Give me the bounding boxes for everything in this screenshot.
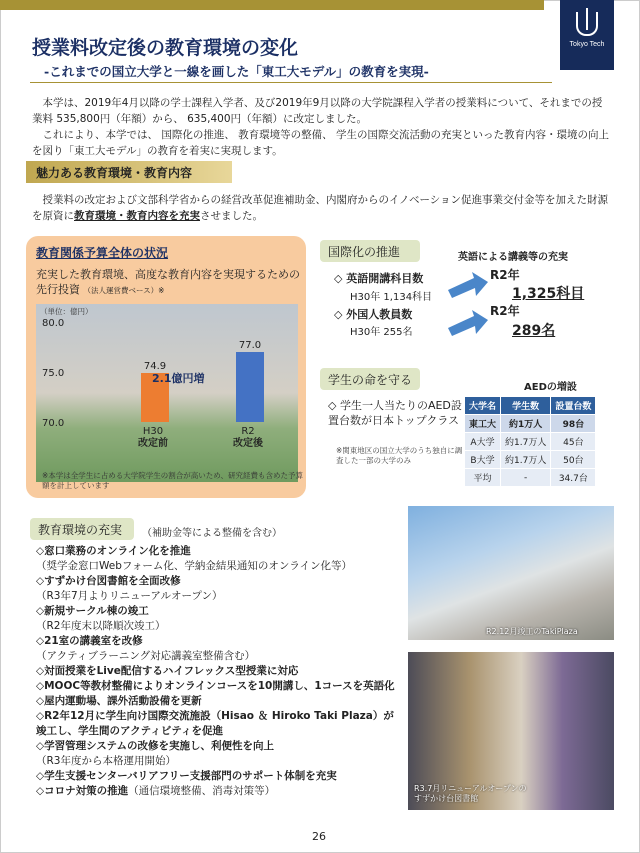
title-divider	[30, 82, 552, 83]
intro-paragraph-1: 本学は、2019年4月以降の学士課程入学者、及び2019年9月以降の大学院課程入学者の授業料について、それまでの授業料 535,800円（年額）から、 635,400円（年額）に改定しました。	[32, 97, 603, 125]
aed-table-row: A大学 約1.7万人 45台	[465, 433, 596, 451]
intl-item1-after-value: 1,325科目	[512, 286, 585, 302]
taki-plaza-caption: R2.12月竣工のTakiPlaza	[486, 627, 578, 636]
budget-bar-chart	[36, 304, 298, 464]
university-logo	[560, 0, 614, 70]
appeal-text	[32, 192, 612, 224]
increase-arrow-icon	[448, 270, 488, 300]
intro-paragraph-2: これにより、本学では、 国際化の推進、 教育環境等の整備、 学生の国際交流活動の充実といった教育内容・環境の向上を図り「東工大モデル」の教育を着実に実現します。	[32, 129, 610, 157]
budget-desc-text: 充実した教育環境、高度な教育内容を実現するための先行投資	[36, 268, 300, 296]
intl-item1-before: H30年 1,134科目	[350, 292, 433, 303]
list-item: ◇すずかけ台図書館を全面改修 （R3年7月よりリニューアルオープン）	[36, 575, 223, 602]
increase-arrow-icon-2	[448, 308, 488, 338]
logo-text: Tokyo Tech	[569, 41, 605, 48]
library-photo	[408, 652, 614, 810]
list-item: ◇学習管理システムの改修を実施し、利便性を向上 （R3年度から本格運用開始）	[36, 740, 275, 767]
budget-desc-small: （法人運営費ベース）※	[83, 286, 165, 295]
list-item: ◇21室の講義室を改修 （アクティブラーニング対応講義室整備含む）	[36, 635, 256, 662]
category-label: H30	[142, 426, 164, 437]
aed-th: 設置台数	[551, 397, 596, 415]
list-item: ◇屋内運動場、課外活動設備を更新	[36, 695, 202, 707]
top-accent-bar	[0, 0, 544, 10]
english-courses-title: 英語による講義等の充実	[458, 252, 568, 263]
library-caption: R3.7月リニューアルオープンのすずかけ台図書館	[414, 784, 527, 803]
intl-item2-after-value: 289名	[512, 323, 556, 339]
intro-paragraphs	[32, 95, 612, 159]
y-tick-label: 80.0	[42, 318, 65, 329]
env-list	[36, 544, 396, 799]
list-item: ◇対面授業をLive配信するハイフレックス型授業に対応	[36, 665, 299, 677]
y-tick-label: 75.0	[42, 368, 65, 379]
chart-annotation: 2.1億円増	[152, 372, 205, 385]
chart-bar	[236, 352, 264, 422]
category-label: 改定後	[233, 438, 263, 449]
list-item: ◇コロナ対策の推進（通信環境整備、消毒対策等）	[36, 785, 276, 797]
budget-panel	[26, 236, 306, 498]
intl-item2-after-year: R2年	[490, 304, 520, 318]
budget-description	[36, 267, 301, 298]
list-item: ◇新規サークル棟の竣工 （R2年度末以降順次竣工）	[36, 605, 166, 632]
intl-item1-label: ◇ 英語開講科目数	[334, 272, 424, 285]
aed-table	[464, 396, 596, 487]
page-number: 26	[312, 830, 326, 843]
aed-table-header	[465, 397, 596, 415]
life-note: ※関東地区の国立大学のうち独自に調査した一部の大学のみ	[336, 446, 463, 465]
aed-table-row: 東工大 約1万人 98台	[465, 415, 596, 433]
list-item: ◇R2年12月に学生向け国際交流施設（Hisao ＆ Hiroko Taki Plaza）が竣工し、学生間のアクティビティを促進	[36, 710, 394, 737]
env-subtitle: （補助金等による整備を含む）	[142, 528, 282, 539]
logo-mark-icon	[576, 12, 598, 36]
appeal-text-post: させました。	[200, 210, 263, 222]
page-subtitle: -これまでの国立大学と一線を画した「東工大モデル」の教育を実現-	[44, 64, 429, 79]
appeal-text-emphasis: 教育環境・教育内容を充実	[74, 210, 200, 222]
intl-item1-after-year: R2年	[490, 268, 520, 282]
appeal-banner: 魅力ある教育環境・教育内容	[26, 161, 232, 183]
list-item: ◇学生支援センターバリアフリー支援部門のサポート体制を充実	[36, 770, 337, 782]
aed-th: 大学名	[465, 397, 501, 415]
env-tag: 教育環境の充実	[30, 518, 134, 540]
life-text: ◇ 学生一人当たりのAED設置台数が日本トップクラス	[328, 399, 462, 427]
aed-table-row: 平均 - 34.7台	[465, 469, 596, 487]
life-tag: 学生の命を守る	[320, 368, 420, 390]
aed-th: 学生数	[501, 397, 551, 415]
category-label: 改定前	[138, 438, 168, 449]
budget-chart-background	[36, 304, 298, 482]
bar-value-label: 74.9	[143, 361, 167, 372]
appeal-text-pre: 授業料の改定および文部科学省からの経営改革促進補助金、内閣府からのイノベーション促進事業交付金等を加えた財源を原資に	[32, 194, 609, 222]
taki-plaza-photo	[408, 506, 614, 640]
budget-heading: 教育関係予算全体の状況	[36, 246, 169, 260]
page-title: 授業料改定後の教育環境の変化	[32, 37, 299, 59]
category-label: R2	[241, 426, 255, 437]
intl-tag: 国際化の推進	[320, 240, 420, 262]
chart-ylabel: （単位：億円）	[40, 307, 93, 316]
list-item: ◇MOOC等教材整備によりオンラインコースを10開講し、1コースを英語化	[36, 680, 395, 692]
list-item: ◇窓口業務のオンライン化を推進 （奨学金窓口Webフォーム化、学納金結果通知のオンライン化等）	[36, 545, 353, 572]
budget-note: ※本学は全学生に占める大学院学生の割合が高いため、研究経費も含めた予算額を計上しています	[42, 471, 303, 490]
intl-item2-before: H30年 255名	[350, 327, 413, 338]
bar-value-label: 77.0	[238, 340, 262, 351]
aed-title: AEDの増設	[524, 382, 577, 393]
intl-item2-label: ◇ 外国人教員数	[334, 308, 413, 321]
aed-table-row: B大学 約1.7万人 50台	[465, 451, 596, 469]
y-tick-label: 70.0	[42, 418, 65, 429]
